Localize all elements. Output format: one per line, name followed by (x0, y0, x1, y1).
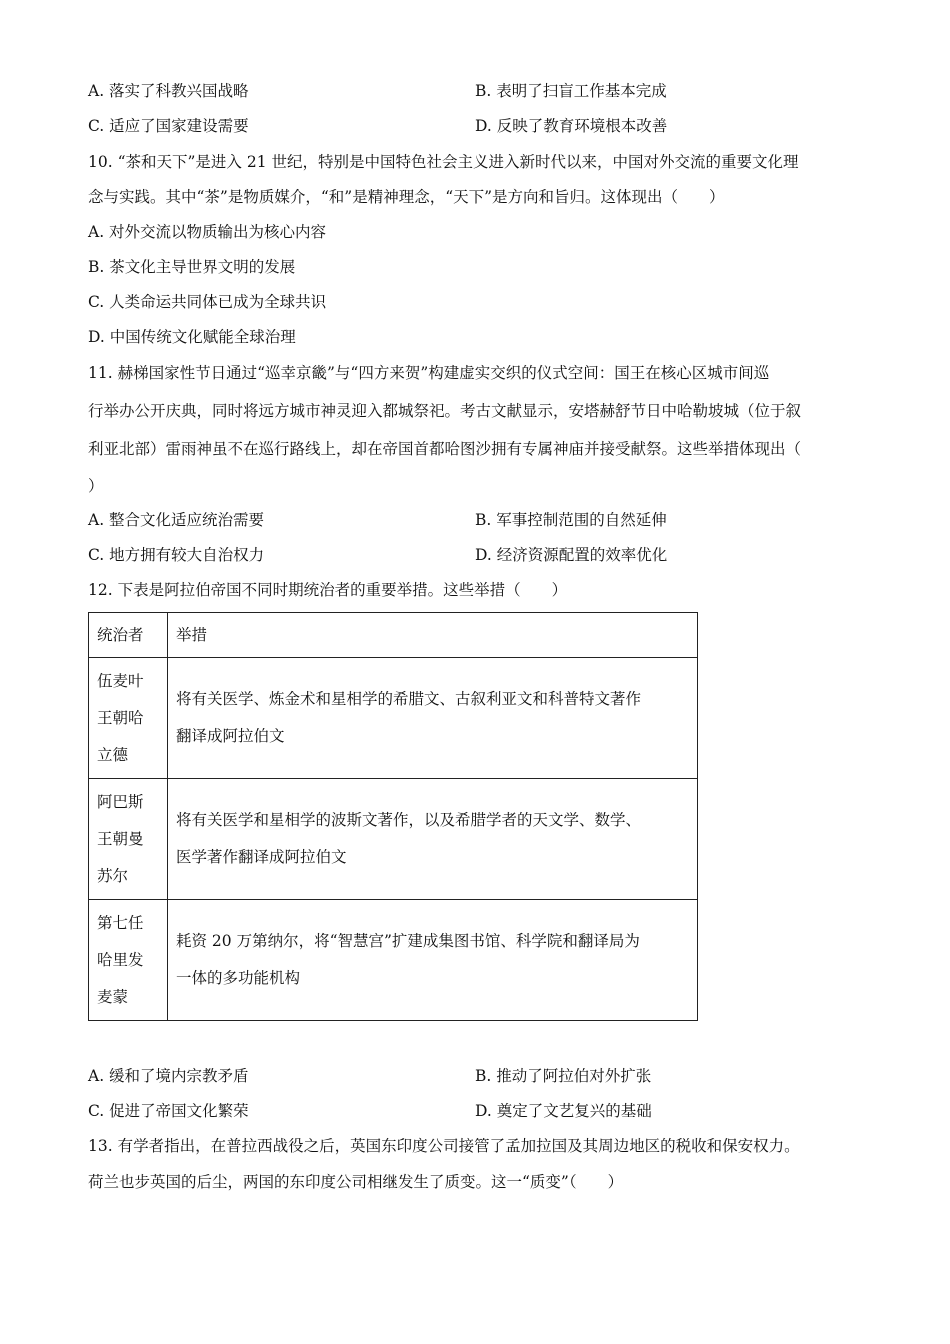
table-row (89, 779, 698, 900)
q9-option-a: A. 落实了科教兴国战略 (88, 82, 249, 100)
ruler-cell (89, 900, 168, 1021)
header-measure: 举措 (168, 613, 698, 658)
measure-line: 耗资 20 万第纳尔，将“智慧宫”扩建成集图书馆、科学院和翻译局为 (176, 932, 640, 950)
q12-option-d: D. 奠定了文艺复兴的基础 (475, 1102, 652, 1120)
q12-stem: 12. 下表是阿拉伯帝国不同时期统治者的重要举措。这些举措（ ） (88, 581, 568, 599)
q12-option-a: A. 缓和了境内宗教矛盾 (88, 1067, 249, 1085)
q9-option-d: D. 反映了教育环境根本改善 (475, 117, 668, 135)
ruler-name: 阿巴斯王朝曼苏尔 (97, 792, 144, 885)
q11-option-a: A. 整合文化适应统治需要 (88, 511, 265, 529)
table-row (89, 900, 698, 1021)
table-row (89, 658, 698, 779)
ruler-cell (89, 658, 168, 779)
q9-option-c: C. 适应了国家建设需要 (88, 117, 249, 135)
q10-stem-line1: 10. “茶和天下”是进入 21 世纪，特别是中国特色社会主义进入新时代以来，中国对外交流的重要文化理 (88, 153, 799, 171)
q11-stem-line4: ） (88, 477, 104, 495)
q9-option-b: B. 表明了扫盲工作基本完成 (475, 82, 667, 100)
header-ruler: 统治者 (89, 613, 168, 658)
q10-option-d: D. 中国传统文化赋能全球治理 (88, 328, 296, 346)
measure-cell (168, 658, 698, 779)
q12-option-c: C. 促进了帝国文化繁荣 (88, 1102, 249, 1120)
q11-stem-line1: 11. 赫梯国家性节日通过“巡幸京畿”与“四方来贺”构建虚实交织的仪式空间：国王在核心区城市间巡 (88, 364, 770, 382)
ruler-name: 伍麦叶王朝哈立德 (97, 671, 144, 764)
rulers-measures-table (88, 612, 698, 1021)
measure-line: 将有关医学和星相学的波斯文著作，以及希腊学者的天文学、数学、 (176, 811, 642, 829)
q10-option-b: B. 茶文化主导世界文明的发展 (88, 258, 296, 276)
q11-option-d: D. 经济资源配置的效率优化 (475, 546, 668, 564)
q10-option-a: A. 对外交流以物质输出为核心内容 (88, 223, 327, 241)
q11-stem-line3: 利亚北部）雷雨神虽不在巡行路线上，却在帝国首都哈图沙拥有专属神庙并接受献祭。这些举措体现出（ (88, 440, 802, 458)
measure-cell (168, 900, 698, 1021)
measure-cell (168, 779, 698, 900)
q11-stem-line2: 行举办公开庆典，同时将远方城市神灵迎入都城祭祀。考古文献显示，安塔赫舒节日中哈勒坡城（位于叙 (88, 402, 802, 420)
q13-stem-line2: 荷兰也步英国的后尘，两国的东印度公司相继发生了质变。这一“质变”（ ） (88, 1173, 624, 1191)
ruler-name: 第七任哈里发麦蒙 (97, 913, 144, 1006)
ruler-cell (89, 779, 168, 900)
q10-option-c: C. 人类命运共同体已成为全球共识 (88, 293, 327, 311)
table-header-row (89, 613, 698, 658)
measure-line: 将有关医学、炼金术和星相学的希腊文、古叙利亚文和科普特文著作 (176, 690, 642, 708)
q10-stem-line2: 念与实践。其中“茶”是物质媒介，“和”是精神理念，“天下”是方向和旨归。这体现出（ ） (88, 188, 725, 206)
measure-line: 医学著作翻译成阿拉伯文 (176, 848, 347, 866)
q13-stem-line1: 13. 有学者指出，在普拉西战役之后，英国东印度公司接管了孟加拉国及其周边地区的税收和保安权力。 (88, 1137, 800, 1155)
q11-option-c: C. 地方拥有较大自治权力 (88, 546, 265, 564)
measure-line: 翻译成阿拉伯文 (176, 727, 285, 745)
q12-option-b: B. 推动了阿拉伯对外扩张 (475, 1067, 652, 1085)
measure-line: 一体的多功能机构 (176, 969, 301, 987)
q11-option-b: B. 军事控制范围的自然延伸 (475, 511, 667, 529)
